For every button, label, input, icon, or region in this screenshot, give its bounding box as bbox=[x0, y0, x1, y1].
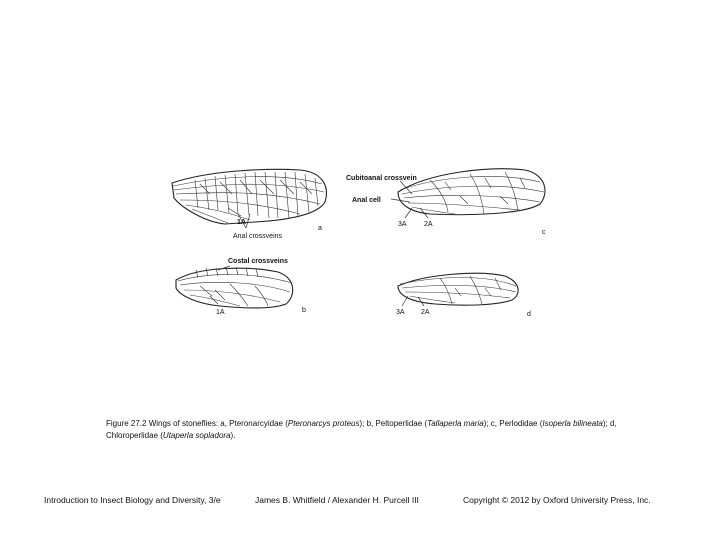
wing-a bbox=[172, 169, 326, 228]
wing-b bbox=[176, 266, 293, 308]
wing-a-label-1A: 1A bbox=[237, 219, 246, 226]
wing-b-letter: b bbox=[302, 307, 306, 314]
wing-d-label-3A: 3A bbox=[396, 309, 405, 316]
wing-c-label-cubitoanal-crossvein: Cubitoanal crossvein bbox=[346, 175, 417, 182]
wing-c-label-3A: 3A bbox=[398, 221, 407, 228]
wing-b-label-costal-crossveins: Costal crossveins bbox=[228, 258, 288, 265]
wing-d-letter: d bbox=[527, 311, 531, 318]
wing-a-letter: a bbox=[318, 225, 322, 232]
wing-d-label-2A: 2A bbox=[421, 309, 430, 316]
wing-a-label-anal-crossveins: Anal crossveins bbox=[233, 233, 283, 240]
wing-b-label-1A: 1A bbox=[216, 309, 225, 316]
footer-book-title: Introduction to Insect Biology and Diversity, 3/e bbox=[44, 495, 221, 505]
footer-authors: James B. Whitfield / Alexander H. Purcell III bbox=[255, 495, 419, 505]
wing-c-letter: c bbox=[542, 229, 546, 236]
wing-d bbox=[398, 273, 518, 306]
wing-c-label-2A: 2A bbox=[424, 221, 433, 228]
footer-copyright: Copyright © 2012 by Oxford University Press, Inc. bbox=[463, 495, 651, 505]
wing-c-label-anal-cell: Anal cell bbox=[352, 197, 381, 204]
figure-caption: Figure 27.2 Wings of stoneflies: a, Pteronarcyidae (Pteronarcys proteus); b, Peltoperlidae (Tallaperla maria); c, Perlodidae (Isoperla bilineata); d, Chloroperlidae (Utaperla sopladora). bbox=[106, 419, 617, 440]
